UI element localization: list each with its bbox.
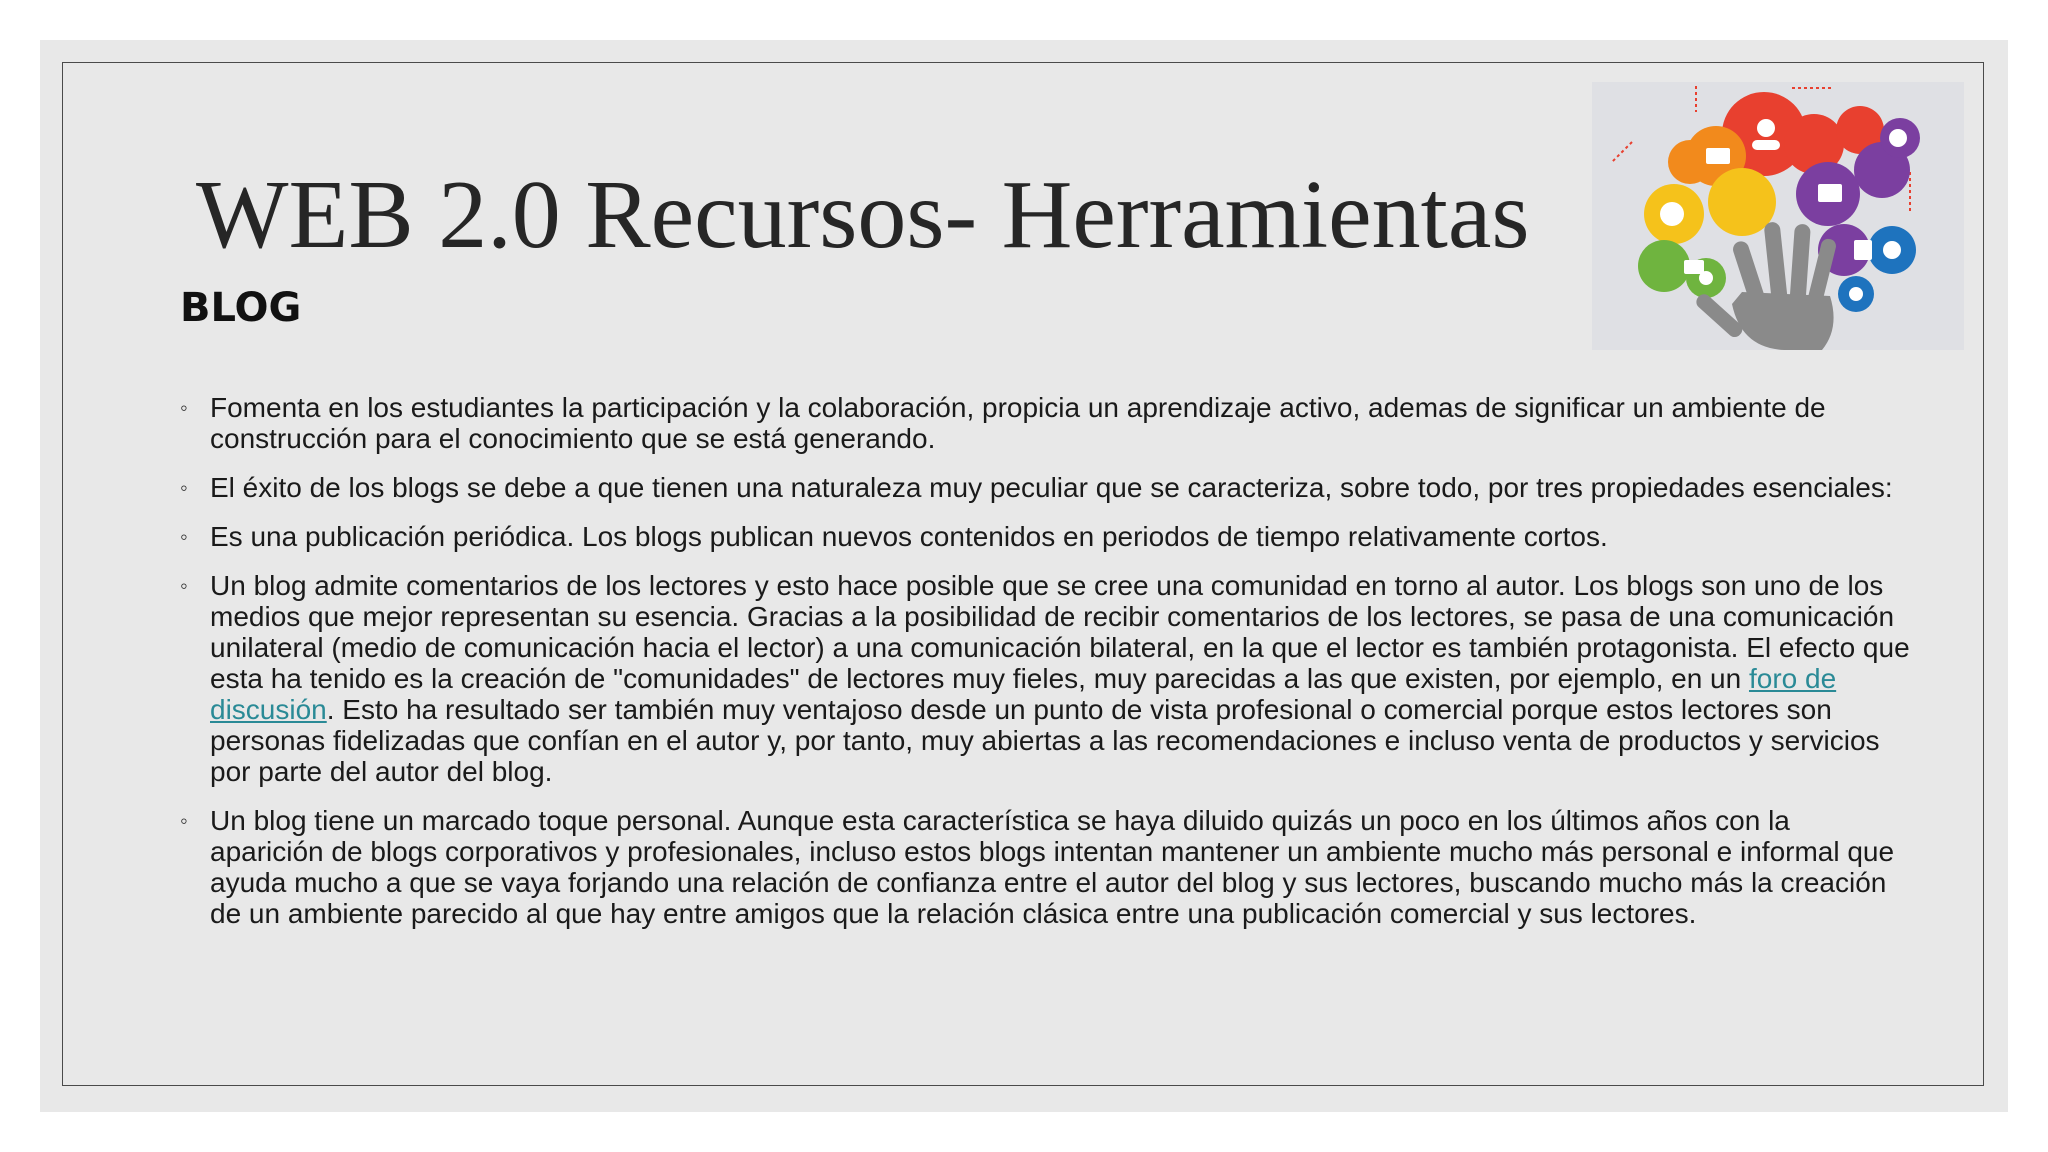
slide-title: WEB 2.0 Recursos- Herramientas — [196, 161, 1530, 269]
social-media-hand-cloud-icon — [1592, 82, 1964, 350]
bullet-text: Fomenta en los estudiantes la participación y la colaboración, propicia un aprendizaje activo, ademas de significar un ambiente de construcción para el conocimiento que se está generando. — [210, 392, 1826, 454]
bullet-item — [180, 805, 1910, 929]
bullet-text-before-link: Un blog admite comentarios de los lectores y esto hace posible que se cree una comunidad en torno al autor. Los blogs son uno de los medios que mejor representan su esencia. Gracias a la posibilidad de recibir comentarios de los lectores, se pasa de una comunicación unilateral (medio de comunicación hacia el lector) a una comunicación bilateral, en la que el lector es también protagonista. El efecto que esta ha tenido es la creación de "comunidades" de lectores muy fieles, muy parecidas a las que existen, por ejemplo, en un — [210, 570, 1910, 694]
bullet-marker: ◦ — [180, 475, 188, 500]
bullet-text — [210, 570, 1910, 787]
bullet-text-after-link: . Esto ha resultado ser también muy ventajoso desde un punto de vista profesional o comercial porque estos lectores son personas fidelizadas que confían en el autor y, por tanto, muy abiertas a las recomendaciones e incluso venta de productos y servicios por parte del autor del blog. — [210, 694, 1880, 787]
section-heading: BLOG — [180, 285, 302, 331]
bullet-text: Es una publicación periódica. Los blogs publican nuevos contenidos en periodos de tiempo relativamente cortos. — [210, 521, 1608, 552]
bullet-item — [180, 472, 1910, 503]
bullet-item — [180, 392, 1910, 454]
bullet-text: Un blog tiene un marcado toque personal. Aunque esta característica se haya diluido quizás un poco en los últimos años con la aparición de blogs corporativos y profesionales, incluso estos blogs intentan mantener un ambiente mucho más personal e informal que ayuda mucho a que se vaya forjando una relación de confianza entre el autor del blog y sus lectores, buscando mucho más la creación de un ambiente parecido al que hay entre amigos que la relación clásica entre una publicación comercial y sus lectores. — [210, 805, 1895, 929]
bullet-list — [180, 392, 1910, 947]
bullet-marker: ◦ — [180, 808, 188, 833]
bullet-marker: ◦ — [180, 395, 188, 420]
bullet-item — [180, 570, 1910, 787]
bullet-marker: ◦ — [180, 573, 188, 598]
slide — [40, 40, 2008, 1112]
foro-de-discusion-link[interactable]: foro de discusión — [210, 663, 1837, 725]
social-media-illustration — [1592, 82, 1964, 350]
bullet-marker: ◦ — [180, 524, 188, 549]
bullet-text: El éxito de los blogs se debe a que tienen una naturaleza muy peculiar que se caracteriza, sobre todo, por tres propiedades esenciales: — [210, 472, 1893, 503]
bullet-item — [180, 521, 1910, 552]
